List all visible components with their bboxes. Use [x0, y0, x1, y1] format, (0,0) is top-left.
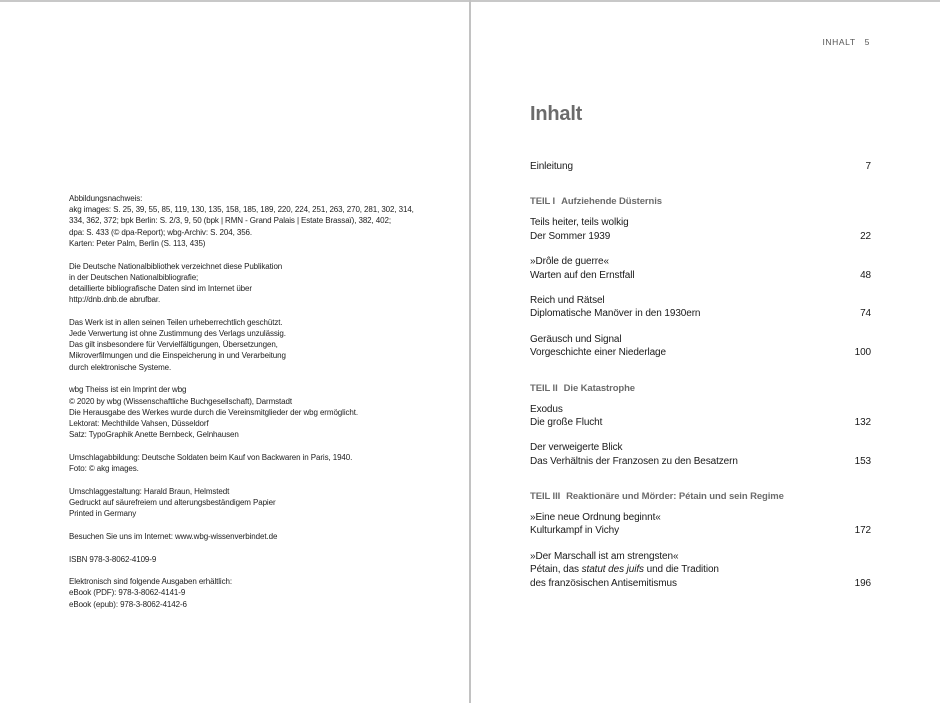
toc-entry-text: des französischen Antisemitismus — [530, 577, 677, 589]
toc-part-label: TEIL II — [530, 382, 558, 394]
toc-page-number: 74 — [860, 308, 871, 320]
imprint-line: Umschlagabbildung: Deutsche Soldaten beim Kauf von Backwaren in Paris, 1940. — [69, 452, 353, 462]
spacer — [530, 503, 871, 511]
toc-entry-line — [530, 346, 871, 359]
toc-entry — [530, 550, 871, 590]
toc-entry-text: »Der Marschall ist am strengsten« — [530, 550, 679, 562]
toc-entry — [530, 294, 871, 321]
imprint-line: Das gilt insbesondere für Vervielfältigungen, Übersetzungen, — [69, 340, 278, 350]
imprint-block — [69, 576, 429, 610]
imprint-line: in der Deutschen Nationalbibliografie; — [69, 272, 199, 282]
toc-entry-line — [530, 403, 871, 416]
toc-entry-text: Teils heiter, teils wolkig — [530, 217, 629, 229]
toc-part-title: Aufziehende Düsternis — [561, 196, 662, 208]
toc-entry-italic: statut des juifs — [581, 564, 644, 576]
imprint-line: Foto: © akg images. — [69, 464, 139, 474]
toc-entry-text: Das Verhältnis der Franzosen zu den Besatzern — [530, 455, 738, 467]
toc-page-number: 153 — [854, 455, 871, 467]
imprint-line: Abbildungsnachweis: — [69, 194, 143, 203]
toc-entry — [530, 333, 871, 360]
running-head — [822, 37, 870, 47]
imprint-line: wbg Theiss ist ein Imprint der wbg — [69, 385, 187, 395]
imprint-block — [69, 452, 429, 474]
spacer — [530, 185, 871, 195]
imprint-line: 334, 362, 372; bpk Berlin: S. 2/3, 9, 50 (bpk | RMN - Grand Palais | Estate Brassaï), 382, 402; — [69, 216, 391, 226]
toc-entry-text: Pétain, das — [530, 564, 582, 576]
imprint-line: Besuchen Sie uns im Internet: www.wbg-wissenverbindet.de — [69, 531, 278, 541]
toc-entry-line — [530, 455, 871, 468]
toc-entry-text: Einleitung — [530, 161, 573, 172]
toc-part-label: TEIL III — [530, 491, 561, 503]
toc-entry-line — [530, 216, 871, 229]
spacer — [530, 372, 871, 382]
toc-part-heading — [530, 382, 871, 395]
imprint-line: eBook (PDF): 978-3-8062-4141-9 — [69, 588, 186, 598]
imprint-block — [69, 486, 429, 520]
toc-entry-text: Kulturkampf in Vichy — [530, 525, 619, 537]
toc-entry-line — [530, 333, 871, 346]
spacer — [530, 208, 871, 216]
toc-entry-text: »Drôle de guerre« — [530, 256, 609, 268]
imprint-line: Umschlaggestaltung: Harald Braun, Helmstedt — [69, 486, 230, 496]
toc-page-number: 48 — [860, 269, 871, 281]
toc-entry-text: »Eine neue Ordnung beginnt« — [530, 512, 661, 524]
toc-entry-text: Vorgeschichte einer Niederlage — [530, 347, 666, 359]
toc-entry-text: Der Sommer 1939 — [530, 230, 611, 242]
toc-page-number: 22 — [860, 230, 871, 242]
imprint-block — [69, 261, 429, 306]
toc-entry-text: und die Tradition — [643, 564, 719, 576]
imprint-line: Die Herausgabe des Werkes wurde durch die Vereinsmitglieder der wbg ermöglicht. — [69, 407, 358, 417]
toc-entry — [530, 441, 871, 468]
toc-page-number: 172 — [854, 525, 871, 537]
toc-entry-text: Warten auf den Ernstfall — [530, 269, 635, 281]
toc-entry-line — [530, 511, 871, 524]
toc-entry-text: Exodus — [530, 403, 563, 415]
imprint-line: Die Deutsche Nationalbibliothek verzeichnet diese Publikation — [69, 261, 283, 271]
imprint-line: eBook (epub): 978-3-8062-4142-6 — [69, 599, 187, 609]
imprint-line: dpa: S. 433 (© dpa-Report); wbg-Archiv: S. 204, 356. — [69, 227, 253, 237]
toc-entry-text: Reich und Rätsel — [530, 294, 605, 306]
toc-part-title: Die Katastrophe — [563, 382, 635, 394]
imprint-line: Mikroverfilmungen und die Einspeicherung in und Verarbeitung — [69, 351, 286, 361]
toc-page-number: 100 — [854, 347, 871, 359]
toc-page-number: 7 — [865, 161, 871, 172]
book-spine — [469, 0, 471, 703]
toc-entry-text: Diplomatische Manöver in den 1930ern — [530, 308, 701, 320]
imprint-page — [69, 193, 429, 621]
toc-entry — [530, 511, 871, 538]
toc-entry-line — [530, 577, 871, 590]
imprint-line: © 2020 by wbg (Wissenschaftliche Buchgesellschaft), Darmstadt — [69, 396, 293, 406]
imprint-line: ISBN 978-3-8062-4109-9 — [69, 554, 157, 564]
toc-entry-line — [530, 230, 871, 243]
spacer — [530, 395, 871, 403]
imprint-line: Gedruckt auf säurefreiem und alterungsbeständigem Papier — [69, 497, 276, 507]
toc-entry-line — [530, 416, 871, 429]
toc-entry-line — [530, 160, 871, 173]
imprint-block — [69, 193, 429, 249]
toc-entry — [530, 216, 871, 243]
toc-entry-line — [530, 269, 871, 282]
toc-entry-line — [530, 563, 871, 576]
table-of-contents — [530, 160, 871, 602]
imprint-line: Lektorat: Mechthilde Vahsen, Düsseldorf — [69, 418, 209, 428]
imprint-block — [69, 384, 429, 440]
toc-page-number: 196 — [854, 577, 871, 589]
imprint-line: Jede Verwertung ist ohne Zustimmung des Verlags unzulässig. — [69, 329, 286, 339]
toc-entry-text: Geräusch und Signal — [530, 333, 622, 345]
toc-part-title: Reaktionäre und Mörder: Pétain und sein Regime — [566, 491, 784, 503]
spacer — [530, 480, 871, 490]
imprint-line: durch elektronische Systeme. — [69, 362, 172, 372]
toc-part-heading — [530, 195, 871, 208]
toc-entry — [530, 160, 871, 173]
toc-page-number: 132 — [854, 416, 871, 428]
imprint-block — [69, 317, 429, 373]
toc-entry — [530, 403, 871, 430]
page-number: 5 — [864, 37, 870, 47]
imprint-line: Karten: Peter Palm, Berlin (S. 113, 435) — [69, 238, 206, 248]
imprint-block — [69, 554, 429, 565]
toc-part-heading — [530, 490, 871, 503]
toc-part-label: TEIL I — [530, 196, 556, 208]
imprint-line: detaillierte bibliografische Daten sind im Internet über — [69, 283, 252, 293]
imprint-line: Das Werk ist in allen seinen Teilen urheberrechtlich geschützt. — [69, 317, 283, 327]
imprint-block — [69, 531, 429, 542]
toc-entry-line — [530, 441, 871, 454]
toc-entry-text: Der verweigerte Blick — [530, 442, 623, 454]
imprint-line: Satz: TypoGraphik Anette Bernbeck, Gelnhausen — [69, 430, 239, 440]
toc-entry — [530, 255, 871, 282]
toc-entry-line — [530, 307, 871, 320]
imprint-line: akg images: S. 25, 39, 55, 85, 119, 130, 135, 158, 185, 189, 220, 224, 251, 263, 270, 281, 302, 314, — [69, 205, 414, 215]
contents-title: Inhalt — [530, 103, 583, 125]
toc-entry-line — [530, 550, 871, 563]
imprint-line: Printed in Germany — [69, 509, 137, 519]
toc-entry-line — [530, 524, 871, 537]
imprint-line: http://dnb.dnb.de abrufbar. — [69, 295, 161, 305]
toc-entry-text: Die große Flucht — [530, 416, 603, 428]
toc-entry-line — [530, 294, 871, 307]
toc-entry-line — [530, 255, 871, 268]
imprint-line: Elektronisch sind folgende Ausgaben erhältlich: — [69, 577, 232, 587]
running-head-title: INHALT — [822, 37, 856, 47]
